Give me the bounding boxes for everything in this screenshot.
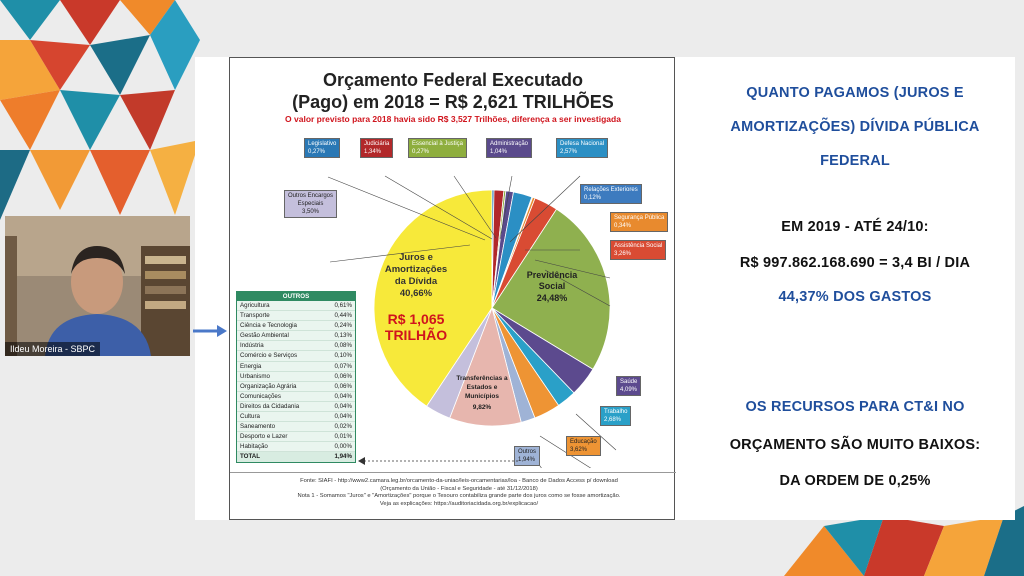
amount-line: R$ 997.862.168.690 = 3,4 BI / DIA bbox=[739, 255, 971, 271]
others-table-header: OUTROS bbox=[237, 292, 355, 301]
others-table-value: 0,08% bbox=[334, 342, 352, 350]
others-table-category: Habitação bbox=[240, 443, 268, 451]
others-table-category: Comércio e Serviços bbox=[240, 352, 298, 360]
others-table-category: Energia bbox=[240, 362, 262, 370]
others-table-value: 0,04% bbox=[334, 413, 352, 421]
footer-divider bbox=[230, 472, 676, 473]
infographic-footer: Fonte: SIAFI - http://www2.camara.leg.br/orcamento-da-uniao/leis-orcamentarias/loa - Banco de Dados Access p/ download (Orçamento da União - Fiscal e Seguridade - até 31/12/2018) Nota 1 - Somamos "Juros" e "Amortizações" porque o Tesouro contabiliza grande parte dos juros como se fosse amortização. Veja as explicações: https://auditoriacidada.org.br/explicacao/ bbox=[297, 478, 621, 507]
transferencias-label-line3: Municípios bbox=[465, 393, 499, 400]
label-outros: Outros 1,94% bbox=[514, 446, 540, 466]
slide-text-panel bbox=[705, 57, 1005, 520]
infographic-title-line2: (Pago) em 2018 = R$ 2,621 TRILHÕES bbox=[292, 92, 614, 112]
others-table-row bbox=[237, 442, 355, 452]
label-administracao: Administração 1,04% bbox=[486, 138, 532, 158]
others-table-value: 0,04% bbox=[334, 402, 352, 410]
label-outros-encargos: Outros Encargos Especiais 3,50% bbox=[284, 190, 337, 218]
others-table-value: 0,06% bbox=[334, 372, 352, 380]
transferencias-label-line1: Transferências a bbox=[456, 375, 508, 382]
infographic-subtitle: O valor previsto para 2018 havia sido R$ 3,527 Trilhões, diferença a ser investigada bbox=[285, 114, 621, 124]
others-table-row bbox=[237, 412, 355, 422]
others-table-value: 0,07% bbox=[334, 362, 352, 370]
others-table-row bbox=[237, 382, 355, 392]
percent-line: 44,37% DOS GASTOS bbox=[778, 289, 932, 305]
presentation-slide bbox=[195, 57, 1015, 520]
others-table-value: 0,04% bbox=[334, 392, 352, 400]
label-judiciaria: Judiciária 1,34% bbox=[360, 138, 393, 158]
heading-line1: QUANTO PAGAMOS (JUROS E bbox=[746, 85, 964, 101]
participant-video-image bbox=[5, 216, 190, 356]
heading-line3: FEDERAL bbox=[820, 153, 890, 169]
label-trabalho: Trabalho 2,68% bbox=[600, 406, 631, 426]
juros-value-line2: TRILHÃO bbox=[384, 327, 448, 343]
others-table-value: 0,24% bbox=[334, 322, 352, 330]
cti-line2: ORÇAMENTO SÃO MUITO BAIXOS: bbox=[729, 437, 981, 453]
previdencia-percent: 24,48% bbox=[536, 293, 568, 303]
others-table-value: 0,01% bbox=[334, 433, 352, 441]
participant-name: Ildeu Moreira - SBPC bbox=[5, 342, 100, 356]
others-table-row bbox=[237, 321, 355, 331]
others-table-value: 0,00% bbox=[334, 443, 352, 451]
others-table-value: 0,06% bbox=[334, 382, 352, 390]
transferencias-label-line2: Estados e bbox=[466, 384, 498, 391]
others-table-category: Comunicações bbox=[240, 392, 281, 400]
others-table-row bbox=[237, 402, 355, 412]
label-defesa-nacional: Defesa Nacional 2,57% bbox=[556, 138, 608, 158]
cti-line3: DA ORDEM DE 0,25% bbox=[779, 473, 931, 489]
others-table-value: 0,61% bbox=[334, 302, 352, 309]
others-table-row bbox=[237, 341, 355, 351]
others-table-total-row: TOTAL 1,94% bbox=[237, 452, 355, 461]
infographic-title: Orçamento Federal Executado bbox=[322, 70, 584, 90]
others-table-row bbox=[237, 372, 355, 382]
participant-video-tile[interactable] bbox=[5, 216, 190, 356]
label-educacao: Educação 3,62% bbox=[566, 436, 601, 456]
others-table-row bbox=[237, 331, 355, 341]
juros-percent: 40,66% bbox=[399, 288, 433, 299]
others-table bbox=[236, 291, 356, 463]
others-table-category: Transporte bbox=[240, 312, 270, 320]
others-table-value: 0,02% bbox=[334, 423, 352, 431]
juros-value-line1: R$ 1,065 bbox=[387, 311, 445, 327]
others-table-category: Ciência e Tecnologia bbox=[240, 322, 297, 330]
others-table-row bbox=[237, 432, 355, 442]
others-table-category: Urbanismo bbox=[240, 372, 270, 380]
heading-line2: AMORTIZAÇÕES) DÍVIDA PÚBLICA bbox=[730, 119, 980, 135]
arrow-icon bbox=[193, 324, 227, 338]
others-table-category: Organização Agrária bbox=[240, 382, 297, 390]
others-table-row bbox=[237, 362, 355, 372]
others-table-category: Direitos da Cidadania bbox=[240, 402, 300, 410]
label-essencial-justica: Essencial à Justiça 0,27% bbox=[408, 138, 467, 158]
others-table-category: Indústria bbox=[240, 342, 264, 350]
label-seguranca-publica: Segurança Pública 0,34% bbox=[610, 212, 668, 232]
others-table-value: 0,10% bbox=[334, 352, 352, 360]
others-table-row bbox=[237, 351, 355, 361]
juros-label-line1: Juros e bbox=[399, 252, 433, 263]
others-table-category: Gestão Ambiental bbox=[240, 332, 289, 340]
others-table-row bbox=[237, 301, 355, 311]
connector-arrow bbox=[358, 456, 528, 466]
others-table-value: 0,13% bbox=[334, 332, 352, 340]
label-assistencia-social: Assistência Social 3,26% bbox=[610, 240, 666, 260]
others-table-row bbox=[237, 392, 355, 402]
juros-label-line3: da Dívida bbox=[394, 276, 438, 287]
label-saude: Saúde 4,09% bbox=[616, 376, 641, 396]
others-table-row bbox=[237, 311, 355, 321]
previdencia-label-line2: Social bbox=[538, 281, 566, 291]
label-legislativo: Legislativo 0,27% bbox=[304, 138, 340, 158]
others-table-category: Cultura bbox=[240, 413, 260, 421]
others-table-category: Saneamento bbox=[240, 423, 276, 431]
others-table-row bbox=[237, 422, 355, 432]
others-table-value: 0,44% bbox=[334, 312, 352, 320]
cti-line1: OS RECURSOS PARA CT&I NO bbox=[745, 399, 965, 415]
transferencias-percent: 9,82% bbox=[472, 404, 492, 411]
budget-infographic bbox=[229, 57, 675, 520]
label-relacoes-exteriores: Relações Exteriores 0,12% bbox=[580, 184, 642, 204]
year-line: EM 2019 - ATÉ 24/10: bbox=[781, 219, 929, 235]
juros-label-line2: Amortizações bbox=[384, 264, 448, 275]
others-table-category: Agricultura bbox=[240, 302, 270, 309]
others-table-category: Desporto e Lazer bbox=[240, 433, 288, 441]
previdencia-label-line1: Previdência bbox=[526, 270, 578, 280]
